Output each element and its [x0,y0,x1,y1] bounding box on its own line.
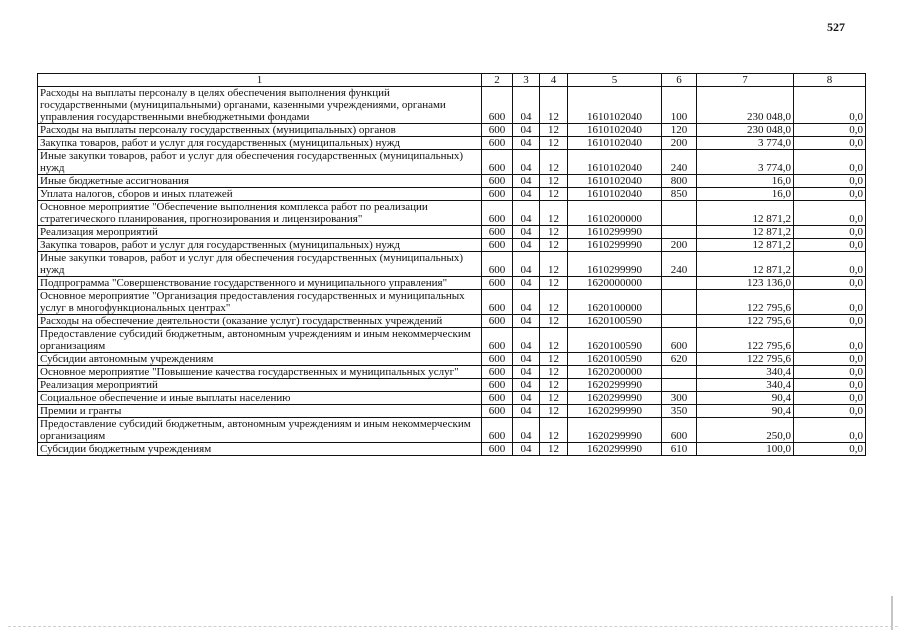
table-row [38,201,866,226]
table-row [38,252,866,277]
table-header-row [38,74,866,87]
column-number-5: 5 [568,74,662,87]
row-subsection-code: 12 [540,239,568,252]
row-change-amount: 0,0 [794,328,866,353]
row-ministry-code: 600 [482,315,513,328]
row-expense-type: 850 [662,188,697,201]
row-change-amount: 0,0 [794,87,866,124]
column-number-7: 7 [697,74,794,87]
row-target-article: 1620000000 [568,277,662,290]
row-subsection-code: 12 [540,150,568,175]
row-change-amount: 0,0 [794,239,866,252]
row-section-code: 04 [513,124,540,137]
row-section-code: 04 [513,315,540,328]
table-row [38,188,866,201]
row-target-article: 1610102040 [568,124,662,137]
row-subsection-code: 12 [540,443,568,456]
column-number-4: 4 [540,74,568,87]
row-ministry-code: 600 [482,366,513,379]
row-section-code: 04 [513,239,540,252]
row-name: Основное мероприятие "Повышение качества государственных и муниципальных услуг" [38,366,482,379]
row-subsection-code: 12 [540,290,568,315]
row-change-amount: 0,0 [794,379,866,392]
row-ministry-code: 600 [482,188,513,201]
row-section-code: 04 [513,418,540,443]
column-number-3: 3 [513,74,540,87]
row-amount: 230 048,0 [697,124,794,137]
row-amount: 123 136,0 [697,277,794,290]
row-ministry-code: 600 [482,175,513,188]
row-change-amount: 0,0 [794,315,866,328]
row-amount: 122 795,6 [697,290,794,315]
row-amount: 122 795,6 [697,315,794,328]
row-section-code: 04 [513,328,540,353]
row-expense-type [662,290,697,315]
row-section-code: 04 [513,137,540,150]
row-name: Предоставление субсидий бюджетным, автономным учреждениям и иным некоммерческим организациям [38,328,482,353]
row-subsection-code: 12 [540,124,568,137]
row-section-code: 04 [513,443,540,456]
row-amount: 90,4 [697,392,794,405]
row-ministry-code: 600 [482,328,513,353]
table-row [38,315,866,328]
row-amount: 122 795,6 [697,328,794,353]
row-target-article: 1610299990 [568,226,662,239]
row-subsection-code: 12 [540,226,568,239]
row-change-amount: 0,0 [794,252,866,277]
row-name: Субсидии автономным учреждениям [38,353,482,366]
row-amount: 3 774,0 [697,150,794,175]
row-expense-type: 240 [662,252,697,277]
row-name: Социальное обеспечение и иные выплаты населению [38,392,482,405]
row-name: Расходы на выплаты персоналу в целях обеспечения выполнения функций государственными (муниципальными) органами, казенными учреждениями, органами управления государственными внебюджетными фондами [38,87,482,124]
row-amount: 122 795,6 [697,353,794,366]
row-target-article: 1620100590 [568,353,662,366]
row-subsection-code: 12 [540,353,568,366]
row-target-article: 1620100590 [568,315,662,328]
row-target-article: 1610102040 [568,188,662,201]
table-row [38,290,866,315]
table-row [38,328,866,353]
row-ministry-code: 600 [482,379,513,392]
row-expense-type: 600 [662,418,697,443]
table-row [38,353,866,366]
row-subsection-code: 12 [540,315,568,328]
row-amount: 12 871,2 [697,201,794,226]
row-section-code: 04 [513,252,540,277]
row-change-amount: 0,0 [794,290,866,315]
scan-page-edge [891,596,893,630]
row-change-amount: 0,0 [794,175,866,188]
row-ministry-code: 600 [482,277,513,290]
row-section-code: 04 [513,405,540,418]
row-change-amount: 0,0 [794,226,866,239]
row-target-article: 1610102040 [568,150,662,175]
row-name: Основное мероприятие "Организация предоставления государственных и муниципальных услуг в многофункциональных центрах" [38,290,482,315]
row-target-article: 1620299990 [568,379,662,392]
row-subsection-code: 12 [540,277,568,290]
row-change-amount: 0,0 [794,201,866,226]
column-number-1: 1 [38,74,482,87]
row-expense-type: 300 [662,392,697,405]
row-ministry-code: 600 [482,418,513,443]
row-ministry-code: 600 [482,252,513,277]
row-change-amount: 0,0 [794,137,866,150]
row-target-article: 1610102040 [568,87,662,124]
row-expense-type: 350 [662,405,697,418]
row-change-amount: 0,0 [794,124,866,137]
row-target-article: 1610299990 [568,239,662,252]
row-target-article: 1620299990 [568,405,662,418]
row-change-amount: 0,0 [794,188,866,201]
row-amount: 3 774,0 [697,137,794,150]
row-target-article: 1610102040 [568,175,662,188]
row-amount: 230 048,0 [697,87,794,124]
row-target-article: 1620200000 [568,366,662,379]
row-name: Уплата налогов, сборов и иных платежей [38,188,482,201]
row-subsection-code: 12 [540,175,568,188]
row-target-article: 1620100590 [568,328,662,353]
row-subsection-code: 12 [540,366,568,379]
table-row [38,405,866,418]
row-subsection-code: 12 [540,201,568,226]
row-amount: 16,0 [697,175,794,188]
row-name: Подпрограмма "Совершенствование государственного и муниципального управления" [38,277,482,290]
table-row [38,87,866,124]
row-subsection-code: 12 [540,137,568,150]
row-change-amount: 0,0 [794,353,866,366]
row-ministry-code: 600 [482,137,513,150]
budget-table [37,73,866,456]
row-section-code: 04 [513,188,540,201]
row-name: Субсидии бюджетным учреждениям [38,443,482,456]
row-ministry-code: 600 [482,405,513,418]
row-expense-type: 120 [662,124,697,137]
row-expense-type [662,226,697,239]
row-ministry-code: 600 [482,124,513,137]
row-subsection-code: 12 [540,418,568,443]
table-row [38,418,866,443]
table-row [38,239,866,252]
row-amount: 100,0 [697,443,794,456]
row-amount: 250,0 [697,418,794,443]
row-amount: 12 871,2 [697,226,794,239]
column-number-2: 2 [482,74,513,87]
row-change-amount: 0,0 [794,392,866,405]
row-expense-type: 240 [662,150,697,175]
row-change-amount: 0,0 [794,277,866,290]
row-subsection-code: 12 [540,405,568,418]
row-ministry-code: 600 [482,392,513,405]
row-name: Закупка товаров, работ и услуг для государственных (муниципальных) нужд [38,239,482,252]
row-ministry-code: 600 [482,87,513,124]
row-change-amount: 0,0 [794,405,866,418]
table-row [38,443,866,456]
table-row [38,150,866,175]
row-name: Реализация мероприятий [38,226,482,239]
row-amount: 340,4 [697,379,794,392]
row-target-article: 1610102040 [568,137,662,150]
row-section-code: 04 [513,277,540,290]
column-number-6: 6 [662,74,697,87]
row-expense-type: 200 [662,239,697,252]
row-target-article: 1620299990 [568,392,662,405]
scan-noise-line [8,626,898,627]
table-row [38,124,866,137]
row-name: Иные закупки товаров, работ и услуг для обеспечения государственных (муниципальных) нужд [38,252,482,277]
row-ministry-code: 600 [482,239,513,252]
row-ministry-code: 600 [482,150,513,175]
table-row [38,366,866,379]
column-number-8: 8 [794,74,866,87]
row-amount: 12 871,2 [697,239,794,252]
row-subsection-code: 12 [540,87,568,124]
row-target-article: 1610200000 [568,201,662,226]
row-section-code: 04 [513,87,540,124]
row-section-code: 04 [513,353,540,366]
row-name: Реализация мероприятий [38,379,482,392]
row-expense-type: 200 [662,137,697,150]
row-name: Иные закупки товаров, работ и услуг для обеспечения государственных (муниципальных) нужд [38,150,482,175]
row-amount: 90,4 [697,405,794,418]
table-row [38,379,866,392]
row-target-article: 1620100000 [568,290,662,315]
row-amount: 12 871,2 [697,252,794,277]
row-section-code: 04 [513,175,540,188]
row-target-article: 1610299990 [568,252,662,277]
row-subsection-code: 12 [540,379,568,392]
row-section-code: 04 [513,392,540,405]
row-name: Премии и гранты [38,405,482,418]
row-expense-type [662,201,697,226]
table-row [38,137,866,150]
row-expense-type: 100 [662,87,697,124]
row-expense-type [662,379,697,392]
row-ministry-code: 600 [482,443,513,456]
row-change-amount: 0,0 [794,366,866,379]
table-row [38,277,866,290]
row-change-amount: 0,0 [794,443,866,456]
row-expense-type [662,366,697,379]
row-section-code: 04 [513,290,540,315]
row-name: Иные бюджетные ассигнования [38,175,482,188]
row-name: Предоставление субсидий бюджетным, автономным учреждениям и иным некоммерческим организациям [38,418,482,443]
row-expense-type: 800 [662,175,697,188]
row-target-article: 1620299990 [568,418,662,443]
row-subsection-code: 12 [540,252,568,277]
row-expense-type: 620 [662,353,697,366]
row-ministry-code: 600 [482,226,513,239]
row-expense-type [662,315,697,328]
table-row [38,175,866,188]
row-section-code: 04 [513,150,540,175]
row-expense-type [662,277,697,290]
row-change-amount: 0,0 [794,150,866,175]
row-target-article: 1620299990 [568,443,662,456]
row-section-code: 04 [513,366,540,379]
row-name: Закупка товаров, работ и услуг для государственных (муниципальных) нужд [38,137,482,150]
row-section-code: 04 [513,379,540,392]
row-expense-type: 600 [662,328,697,353]
row-subsection-code: 12 [540,188,568,201]
row-change-amount: 0,0 [794,418,866,443]
row-section-code: 04 [513,226,540,239]
row-ministry-code: 600 [482,290,513,315]
row-subsection-code: 12 [540,328,568,353]
row-subsection-code: 12 [540,392,568,405]
row-name: Расходы на обеспечение деятельности (оказание услуг) государственных учреждений [38,315,482,328]
row-expense-type: 610 [662,443,697,456]
row-ministry-code: 600 [482,353,513,366]
table-row [38,392,866,405]
page-number: 527 [827,20,845,34]
table-row [38,226,866,239]
row-ministry-code: 600 [482,201,513,226]
row-amount: 340,4 [697,366,794,379]
row-name: Расходы на выплаты персоналу государственных (муниципальных) органов [38,124,482,137]
row-amount: 16,0 [697,188,794,201]
row-name: Основное мероприятие "Обеспечение выполнения комплекса работ по реализации стратегического планирования, прогнозирования и лицензирования" [38,201,482,226]
row-section-code: 04 [513,201,540,226]
